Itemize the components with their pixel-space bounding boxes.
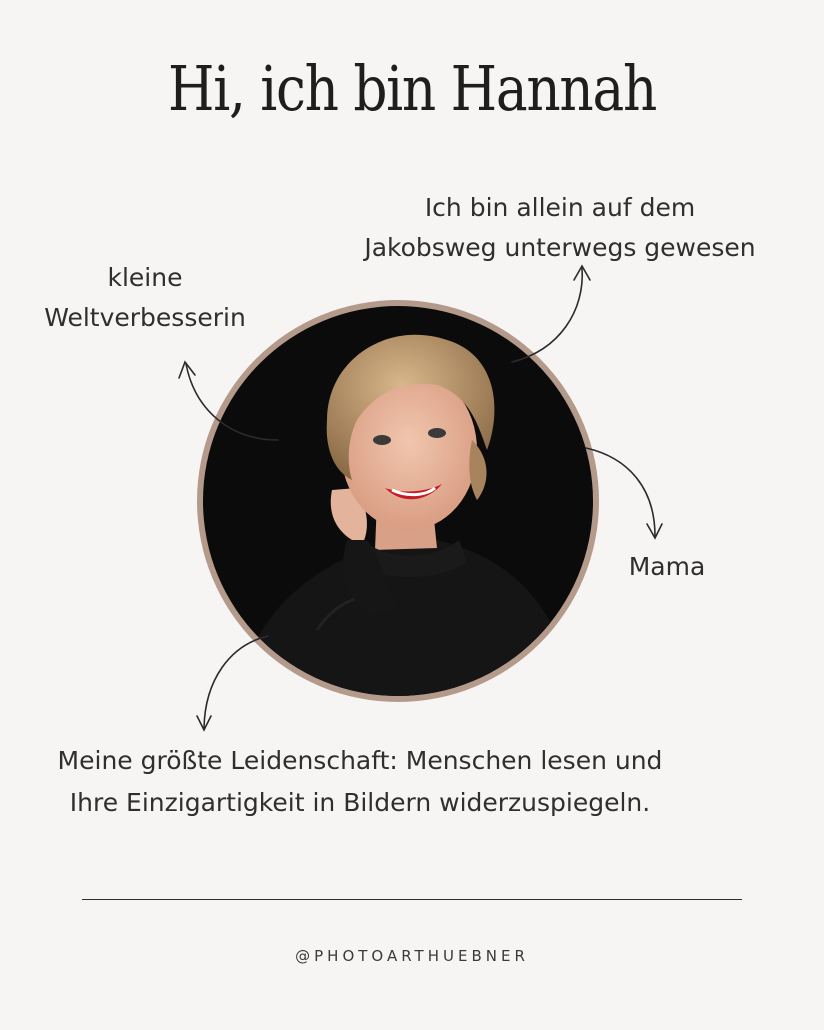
divider-line [82, 899, 742, 900]
label-jakobsweg-line2: Jakobsweg unterwegs gewesen [364, 233, 756, 262]
label-weltverbesserin-line2: Weltverbesserin [44, 303, 246, 332]
page-title: Hi, ich bin Hannah [167, 52, 656, 125]
arrow-leidenschaft [204, 636, 268, 728]
arrow-jakobsweg [512, 268, 582, 362]
label-jakobsweg-line1: Ich bin allein auf dem [424, 193, 696, 222]
label-weltverbesserin-line1: kleine [107, 263, 183, 292]
arrow-mama [586, 448, 655, 536]
social-handle[interactable]: @PHOTOARTHUEBNER [295, 947, 529, 965]
label-leidenschaft-line1: Meine größte Leidenschaft: Menschen lesen und [57, 746, 663, 775]
label-mama: Mama [628, 552, 706, 581]
arrow-weltverbesserin [186, 364, 278, 440]
label-leidenschaft-line2: Ihre Einzigartigkeit in Bildern widerzuspiegeln. [69, 788, 651, 817]
